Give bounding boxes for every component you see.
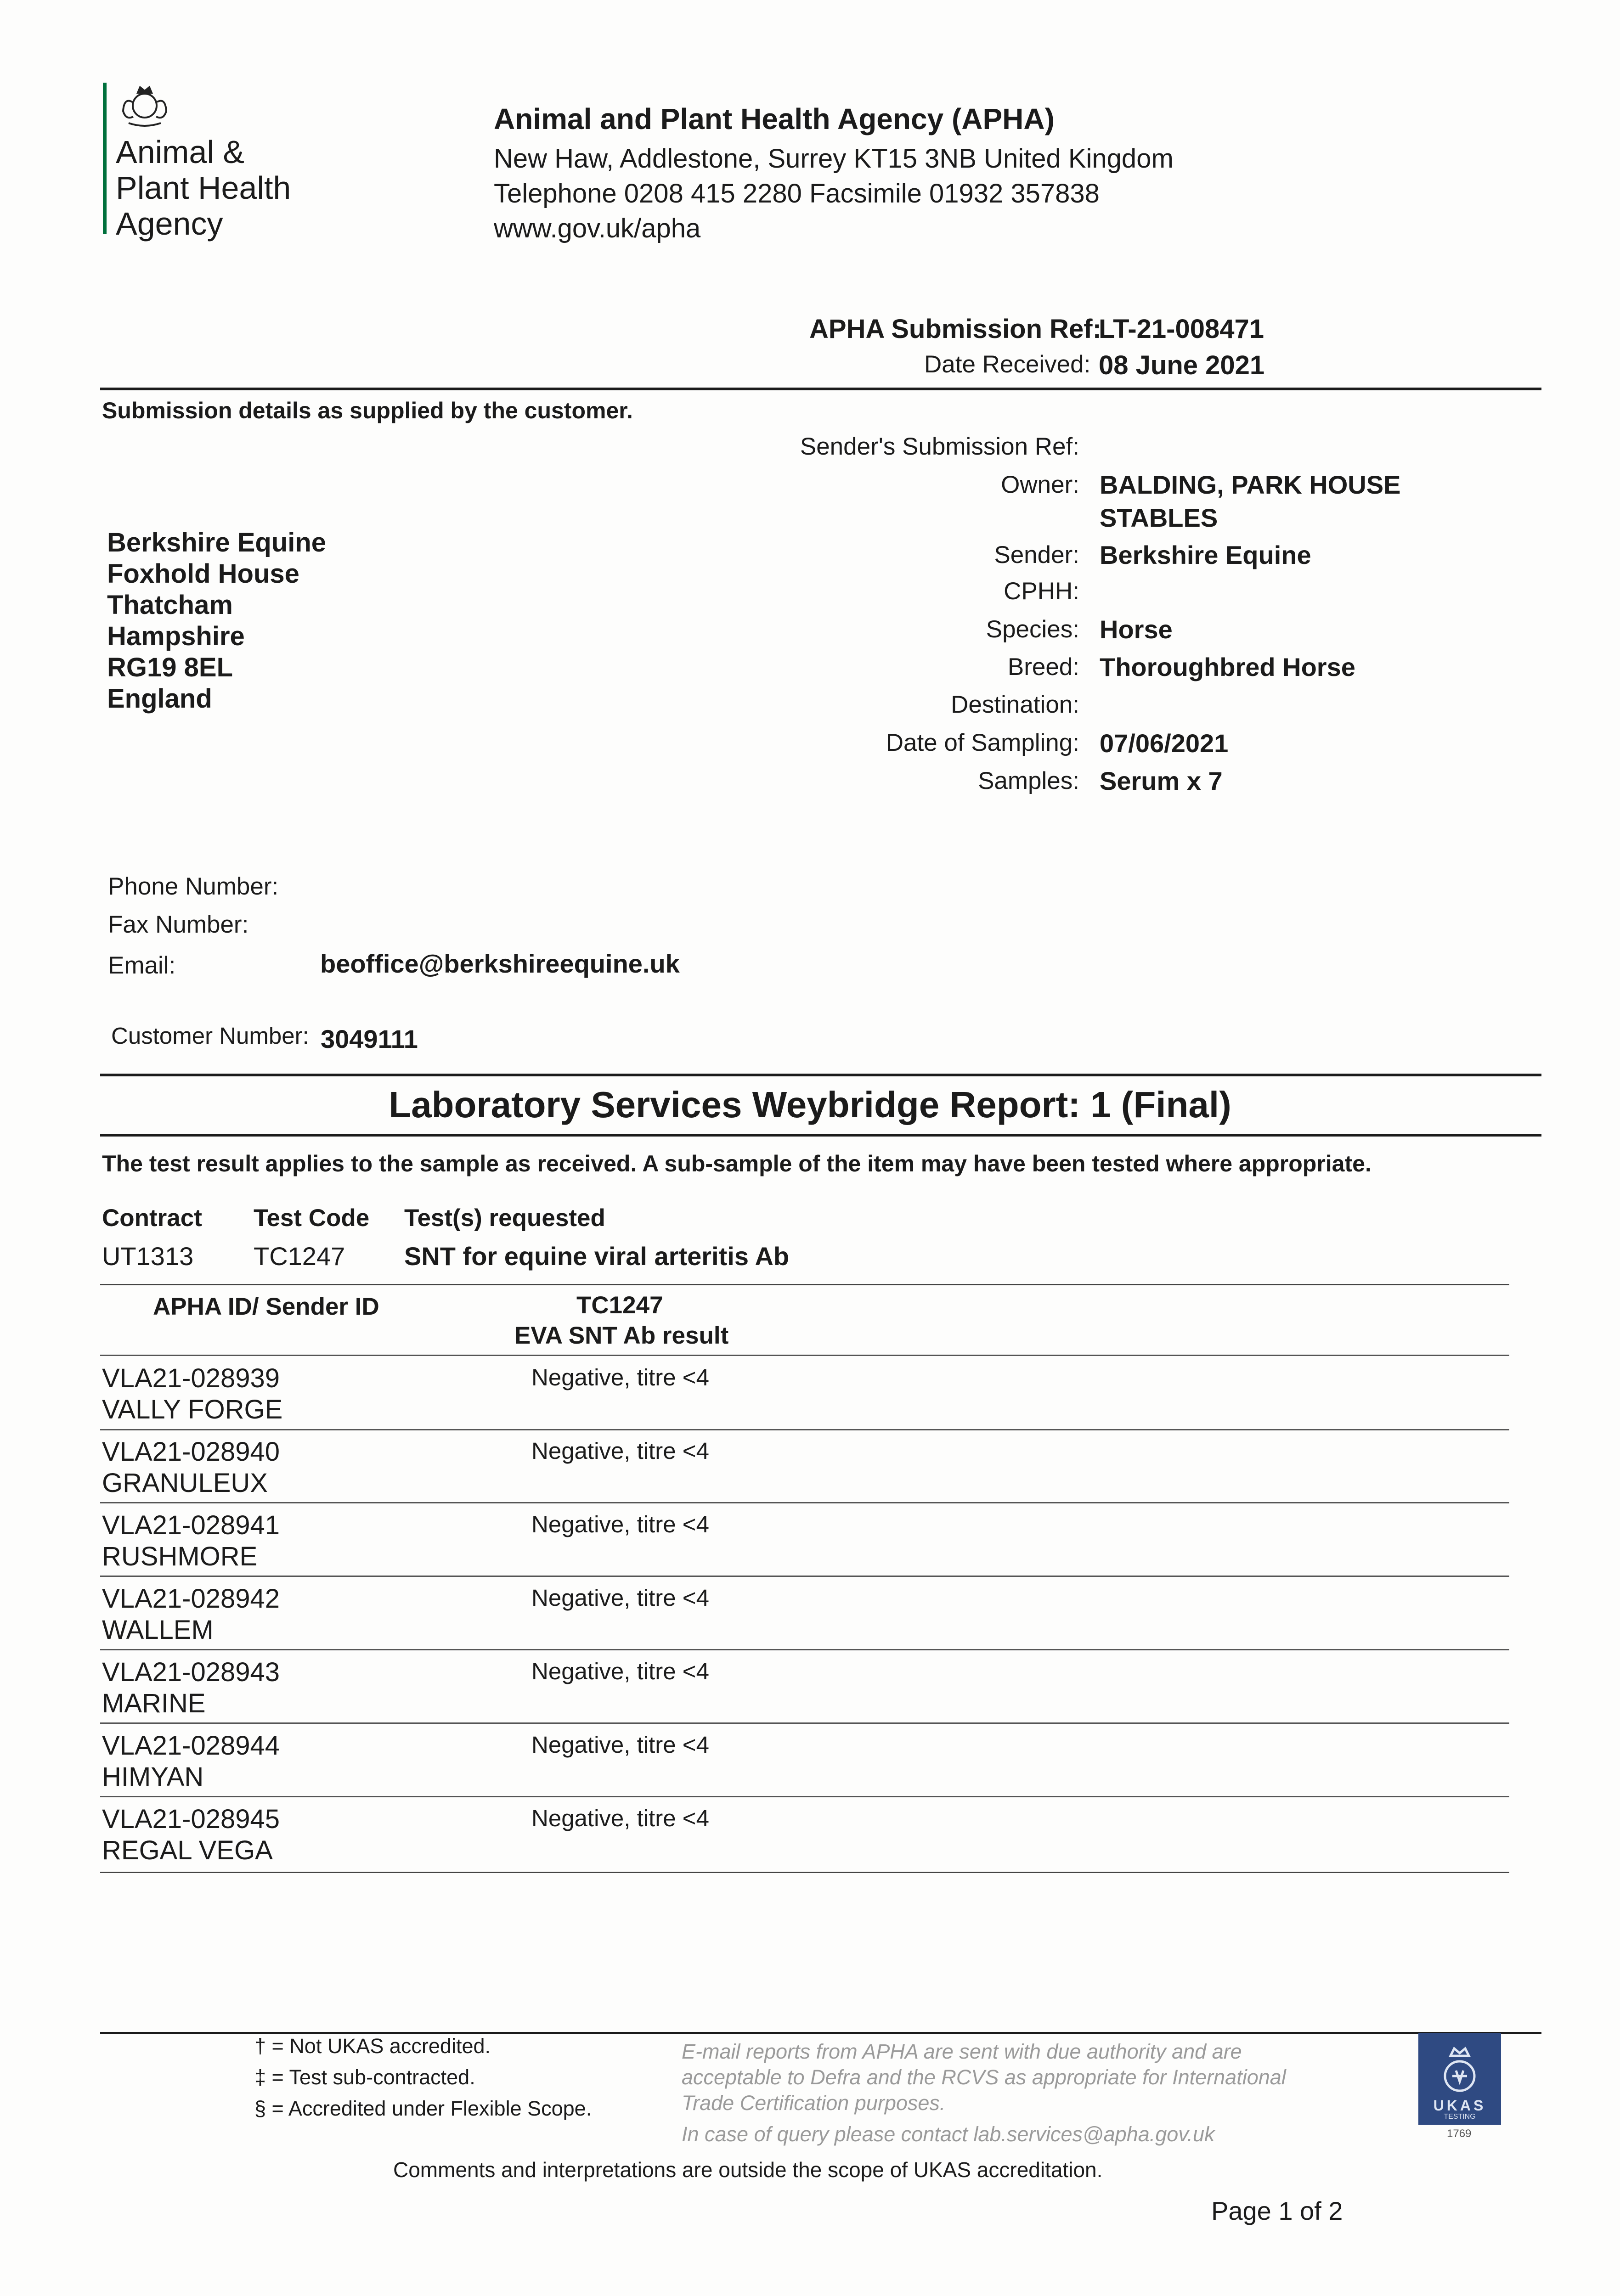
sender-label: Sender:	[994, 541, 1079, 568]
sender-id: VALLY FORGE	[102, 1395, 283, 1424]
customer-number-label: Customer Number:	[111, 1023, 309, 1049]
row-divider	[100, 1576, 1509, 1577]
breed-value: Thoroughbred Horse	[1100, 653, 1355, 681]
sample-id: VLA21-028945	[102, 1804, 280, 1834]
tests-requested-header: Test(s) requested	[404, 1204, 605, 1232]
result-header-line2: EVA SNT Ab result	[514, 1322, 729, 1349]
email-label: Email:	[108, 952, 176, 979]
sender-id: MARINE	[102, 1688, 206, 1718]
samples-label: Samples:	[978, 767, 1079, 794]
footer-comments: Comments and interpretations are outside the scope of UKAS accreditation.	[393, 2158, 1103, 2182]
footer-note-line3: Trade Certification purposes.	[682, 2091, 946, 2115]
agency-website[interactable]: www.gov.uk/apha	[494, 214, 701, 243]
table-header-rule	[100, 1355, 1509, 1356]
footer-note-line2: acceptable to Defra and the RCVS as appropriate for International	[682, 2065, 1286, 2089]
sample-result: Negative, titre <4	[531, 1511, 709, 1537]
royal-crest-icon	[115, 79, 175, 129]
sender-value: Berkshire Equine	[1100, 540, 1311, 569]
sample-result: Negative, titre <4	[531, 1364, 709, 1390]
cphh-label: CPHH:	[1004, 578, 1079, 605]
footer-note-line1: E-mail reports from APHA are sent with due authority and are	[682, 2040, 1242, 2063]
date-received-label: Date Received:	[924, 351, 1091, 378]
sample-result: Negative, titre <4	[531, 1732, 709, 1758]
destination-label: Destination:	[951, 691, 1079, 718]
sample-id: VLA21-028940	[102, 1437, 280, 1467]
fax-label: Fax Number:	[108, 911, 249, 938]
address-line: Foxhold House	[107, 559, 299, 589]
footer-key-not-accredited: † = Not UKAS accredited.	[254, 2034, 491, 2058]
date-of-sampling-value: 07/06/2021	[1100, 729, 1229, 758]
agency-address: New Haw, Addlestone, Surrey KT15 3NB United Kingdom	[494, 144, 1174, 174]
ukas-number: 1769	[1447, 2127, 1472, 2140]
sample-id: VLA21-028944	[102, 1731, 280, 1761]
footer-key-subcontracted: ‡ = Test sub-contracted.	[254, 2065, 475, 2089]
footer-note-contact: In case of query please contact lab.services@apha.gov.uk	[682, 2122, 1215, 2146]
sender-id: REGAL VEGA	[102, 1835, 273, 1865]
address-line: RG19 8EL	[107, 653, 233, 682]
sample-id: VLA21-028941	[102, 1510, 280, 1540]
contract-value: UT1313	[102, 1242, 194, 1271]
owner-value-line2: STABLES	[1100, 503, 1218, 532]
sender-id: HIMYAN	[102, 1762, 204, 1792]
logo-bar	[103, 83, 107, 234]
samples-value: Serum x 7	[1100, 766, 1223, 795]
sample-result: Negative, titre <4	[531, 1658, 709, 1684]
phone-label: Phone Number:	[108, 873, 279, 900]
test-requested-value: SNT for equine viral arteritis Ab	[404, 1242, 790, 1271]
apha-id-header: APHA ID/ Sender ID	[153, 1293, 379, 1320]
date-of-sampling-label: Date of Sampling:	[886, 729, 1079, 756]
test-code-value: TC1247	[254, 1242, 345, 1271]
contract-header: Contract	[102, 1204, 202, 1232]
species-label: Species:	[986, 616, 1079, 643]
ukas-badge	[1418, 2033, 1501, 2125]
senders-ref-label: Sender's Submission Ref:	[800, 433, 1079, 460]
table-bottom-rule	[100, 1872, 1509, 1873]
address-line: Berkshire Equine	[107, 528, 327, 557]
logo-text-line2: Plant Health	[116, 170, 291, 206]
address-line: Hampshire	[107, 621, 245, 651]
report-disclaimer: The test result applies to the sample as received. A sub-sample of the item may have been tested where appropriate.	[102, 1151, 1372, 1176]
row-divider	[100, 1429, 1509, 1430]
row-divider	[100, 1722, 1509, 1724]
sender-id: GRANULEUX	[102, 1468, 268, 1498]
email-value[interactable]: beoffice@berkshireequine.uk	[320, 949, 680, 978]
owner-label: Owner:	[1001, 471, 1079, 498]
sample-id: VLA21-028939	[102, 1363, 280, 1393]
report-bottom-rule	[100, 1134, 1541, 1137]
row-divider	[100, 1649, 1509, 1650]
agency-telephone: Telephone 0208 415 2280 Facsimile 01932 357838	[494, 179, 1100, 208]
submission-ref-value: LT-21-008471	[1099, 314, 1264, 344]
logo-text-line1: Animal &	[116, 134, 245, 170]
footer-key-flexible-scope: § = Accredited under Flexible Scope.	[254, 2097, 592, 2120]
sample-result: Negative, titre <4	[531, 1585, 709, 1611]
address-line: England	[107, 684, 212, 714]
report-title: Laboratory Services Weybridge Report: 1 (Final)	[389, 1084, 1231, 1125]
details-heading: Submission details as supplied by the customer.	[102, 398, 633, 423]
owner-value-line1: BALDING, PARK HOUSE	[1100, 470, 1401, 499]
sample-id: VLA21-028942	[102, 1584, 280, 1614]
sender-id: WALLEM	[102, 1615, 214, 1645]
date-received-value: 08 June 2021	[1099, 350, 1265, 380]
result-header-line1: TC1247	[576, 1292, 663, 1319]
ukas-crown-icon	[1432, 2042, 1487, 2097]
sender-id: RUSHMORE	[102, 1542, 258, 1571]
row-divider	[100, 1796, 1509, 1797]
species-value: Horse	[1100, 615, 1173, 644]
sample-result: Negative, titre <4	[531, 1438, 709, 1464]
submission-ref-label: APHA Submission Ref:	[809, 314, 1101, 344]
sample-result: Negative, titre <4	[531, 1805, 709, 1831]
test-code-header: Test Code	[254, 1204, 370, 1232]
header-divider	[100, 388, 1541, 390]
report-top-rule	[100, 1074, 1541, 1076]
customer-number-value: 3049111	[321, 1024, 418, 1053]
row-divider	[100, 1502, 1509, 1503]
table-top-rule	[100, 1284, 1509, 1285]
sample-id: VLA21-028943	[102, 1657, 280, 1687]
logo-text-line3: Agency	[116, 206, 223, 242]
ukas-sub: TESTING	[1444, 2113, 1476, 2121]
agency-title: Animal and Plant Health Agency (APHA)	[494, 102, 1055, 135]
breed-label: Breed:	[1007, 653, 1079, 681]
address-line: Thatcham	[107, 590, 233, 620]
page-number: Page 1 of 2	[1211, 2196, 1343, 2225]
ukas-label: UKAS	[1433, 2097, 1486, 2114]
